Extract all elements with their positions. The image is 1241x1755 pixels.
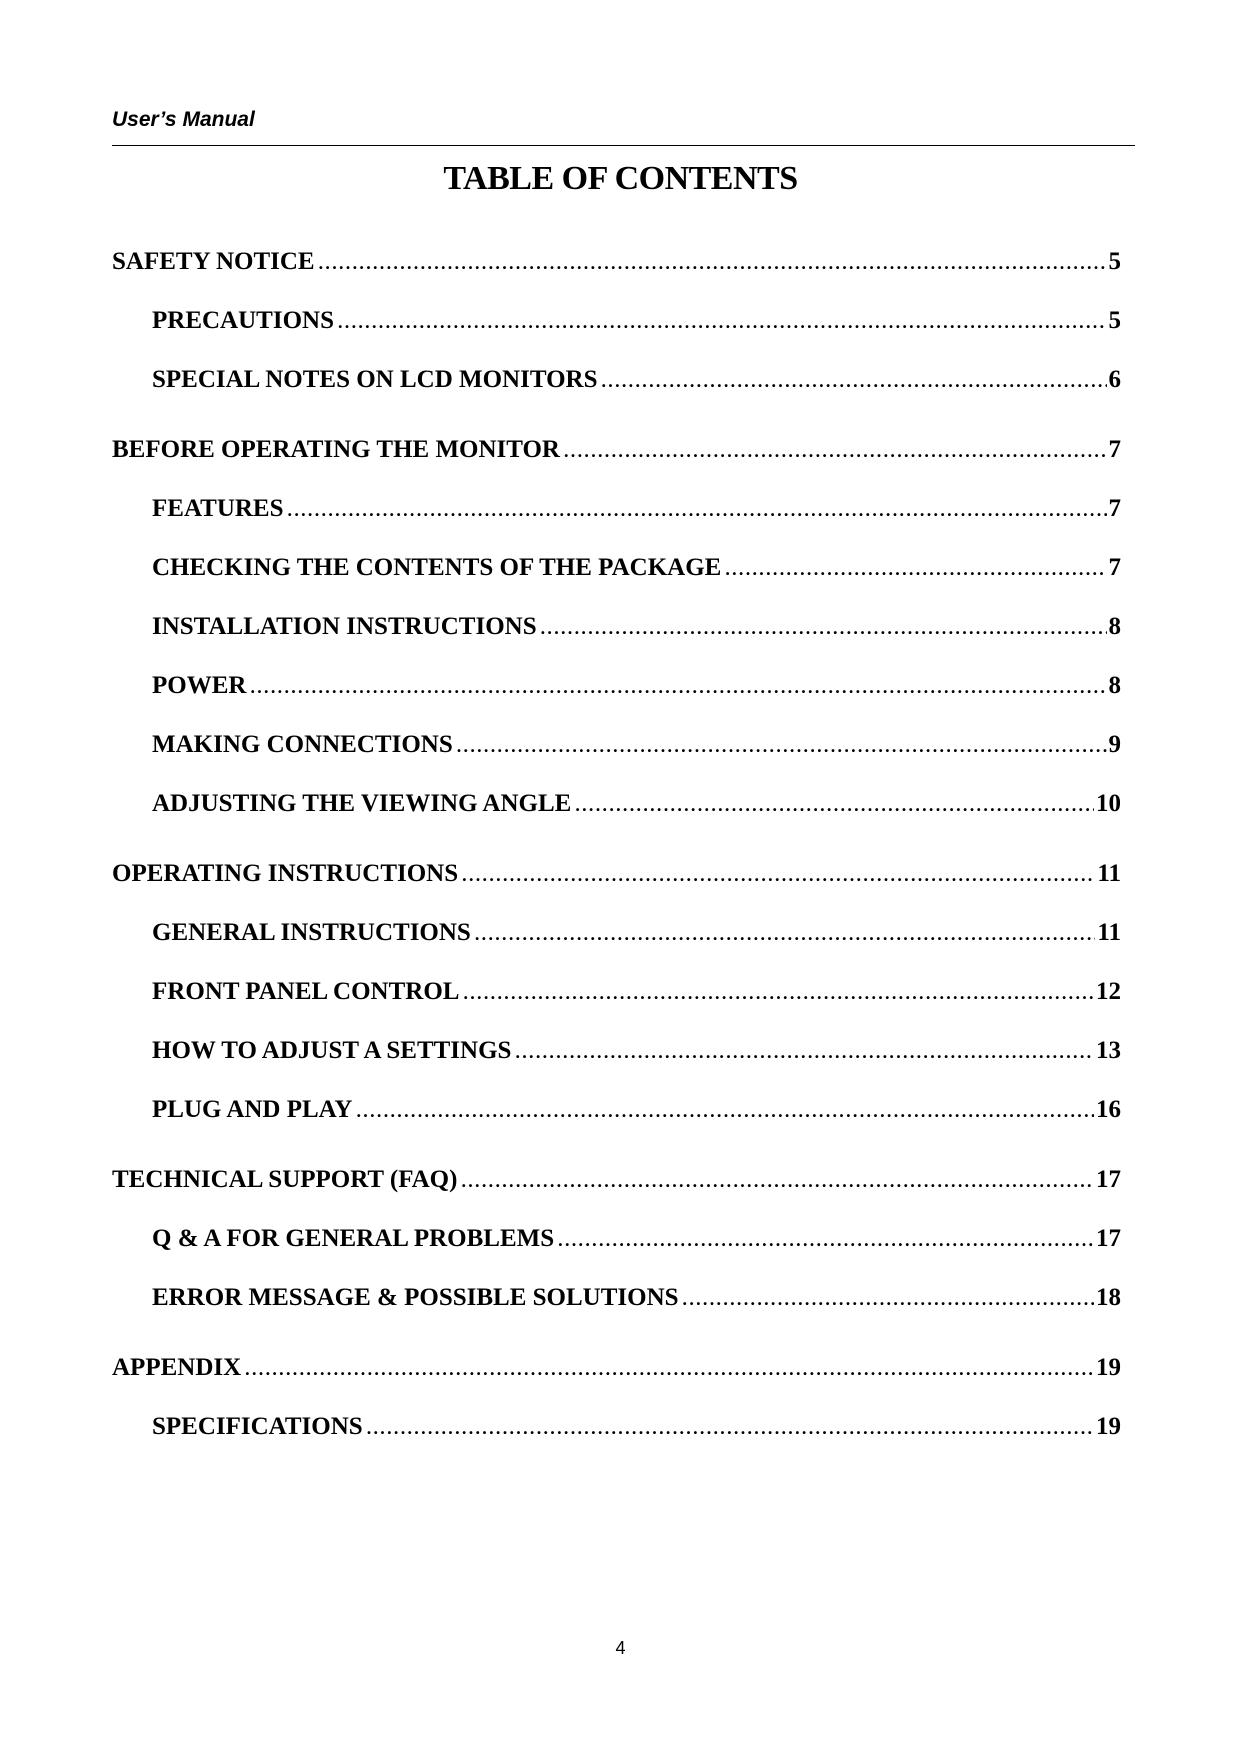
toc-entry-page: 8 [1108, 613, 1121, 640]
dot-leader [462, 865, 1095, 886]
toc-subsection-entry[interactable] [152, 1413, 1121, 1441]
toc-entry-label: ERROR MESSAGE & POSSIBLE SOLUTIONS [152, 1284, 679, 1311]
dot-leader [475, 924, 1096, 945]
dot-leader [601, 371, 1106, 392]
toc-subsection-entry[interactable] [152, 1284, 1121, 1312]
toc-subsection-entry[interactable] [152, 1225, 1121, 1253]
toc-entry-page: 7 [1108, 554, 1121, 581]
toc-subsection-entry[interactable] [152, 672, 1121, 700]
toc-entry-label: GENERAL INSTRUCTIONS [152, 919, 471, 946]
toc-entry-label: PLUG AND PLAY [152, 1096, 353, 1123]
toc-entry-label: FEATURES [152, 495, 284, 522]
toc-section-entry[interactable] [112, 1354, 1121, 1382]
toc-entry-page: 10 [1096, 790, 1121, 817]
toc-subsection-entry[interactable] [152, 307, 1121, 335]
toc-entry-page: 19 [1096, 1413, 1121, 1440]
toc-entry-label: ADJUSTING THE VIEWING ANGLE [152, 790, 572, 817]
toc-entry-label: HOW TO ADJUST A SETTINGS [152, 1037, 512, 1064]
dot-leader [515, 1042, 1094, 1063]
toc-entry-label: SPECIAL NOTES ON LCD MONITORS [152, 366, 598, 393]
dot-leader [461, 1171, 1094, 1192]
toc-entry-label: Q & A FOR GENERAL PROBLEMS [152, 1225, 555, 1252]
toc-entry-label: PRECAUTIONS [152, 307, 334, 334]
toc-section-entry[interactable] [112, 1166, 1121, 1194]
dot-leader [319, 253, 1107, 274]
toc-entry-page: 5 [1108, 307, 1121, 334]
toc-subsection-entry[interactable] [152, 919, 1121, 947]
toc-entry-label: BEFORE OPERATING THE MONITOR [112, 436, 560, 463]
toc-entry-label: APPENDIX [112, 1354, 242, 1381]
toc-section-entry[interactable] [112, 860, 1121, 888]
toc-entry-label: SPECIFICATIONS [152, 1413, 363, 1440]
dot-leader [288, 500, 1107, 521]
dot-leader [367, 1418, 1094, 1439]
toc-subsection-entry[interactable] [152, 1096, 1121, 1124]
toc-entry-label: POWER [152, 672, 247, 699]
toc-subsection-entry[interactable] [152, 554, 1121, 582]
dot-leader [683, 1289, 1094, 1310]
dot-leader [463, 983, 1094, 1004]
page-number: 4 [615, 1638, 626, 1658]
toc-subsection-entry[interactable] [152, 978, 1121, 1006]
toc-subsection-entry[interactable] [152, 495, 1121, 523]
dot-leader [245, 1359, 1094, 1380]
toc-entry-page: 17 [1096, 1166, 1121, 1193]
toc-entry-label: SAFETY NOTICE [112, 248, 315, 275]
header-divider [112, 145, 1135, 146]
toc-entry-label: OPERATING INSTRUCTIONS [112, 860, 459, 887]
dot-leader [575, 795, 1094, 816]
toc-entry-page: 16 [1096, 1096, 1121, 1123]
toc-entry-label: FRONT PANEL CONTROL [152, 978, 460, 1005]
toc-entry-page: 19 [1096, 1354, 1121, 1381]
dot-leader [558, 1230, 1094, 1251]
dot-leader [357, 1101, 1095, 1122]
dot-leader [564, 441, 1107, 462]
toc-entry-page: 9 [1108, 731, 1121, 758]
dot-leader [541, 618, 1107, 639]
toc-entry-page: 7 [1108, 495, 1121, 522]
page-title: TABLE OF CONTENTS [443, 160, 798, 197]
toc-subsection-entry[interactable] [152, 731, 1121, 759]
toc-entry-label: INSTALLATION INSTRUCTIONS [152, 613, 537, 640]
toc-entry-page: 11 [1097, 919, 1121, 946]
toc-entry-page: 12 [1096, 978, 1121, 1005]
dot-leader [457, 736, 1107, 757]
toc-section-entry[interactable] [112, 248, 1121, 276]
toc-entry-page: 7 [1108, 436, 1121, 463]
dot-leader [725, 559, 1106, 580]
toc-entry-label: MAKING CONNECTIONS [152, 731, 453, 758]
toc-entry-page: 8 [1108, 672, 1121, 699]
toc-entry-page: 17 [1096, 1225, 1121, 1252]
toc-section-entry[interactable] [112, 436, 1121, 464]
toc-subsection-entry[interactable] [152, 1037, 1121, 1065]
toc-subsection-entry[interactable] [152, 366, 1121, 394]
running-header: User’s Manual [112, 108, 255, 131]
toc-subsection-entry[interactable] [152, 613, 1121, 641]
toc-entry-page: 18 [1096, 1284, 1121, 1311]
dot-leader [338, 312, 1107, 333]
toc-entry-page: 13 [1096, 1037, 1121, 1064]
toc-subsection-entry[interactable] [152, 790, 1121, 818]
toc-entry-page: 5 [1108, 248, 1121, 275]
dot-leader [250, 677, 1106, 698]
toc-entry-label: TECHNICAL SUPPORT (FAQ) [112, 1166, 458, 1193]
toc-entry-page: 11 [1097, 860, 1121, 887]
toc-entry-page: 6 [1108, 366, 1121, 393]
toc-entry-label: CHECKING THE CONTENTS OF THE PACKAGE [152, 554, 722, 581]
